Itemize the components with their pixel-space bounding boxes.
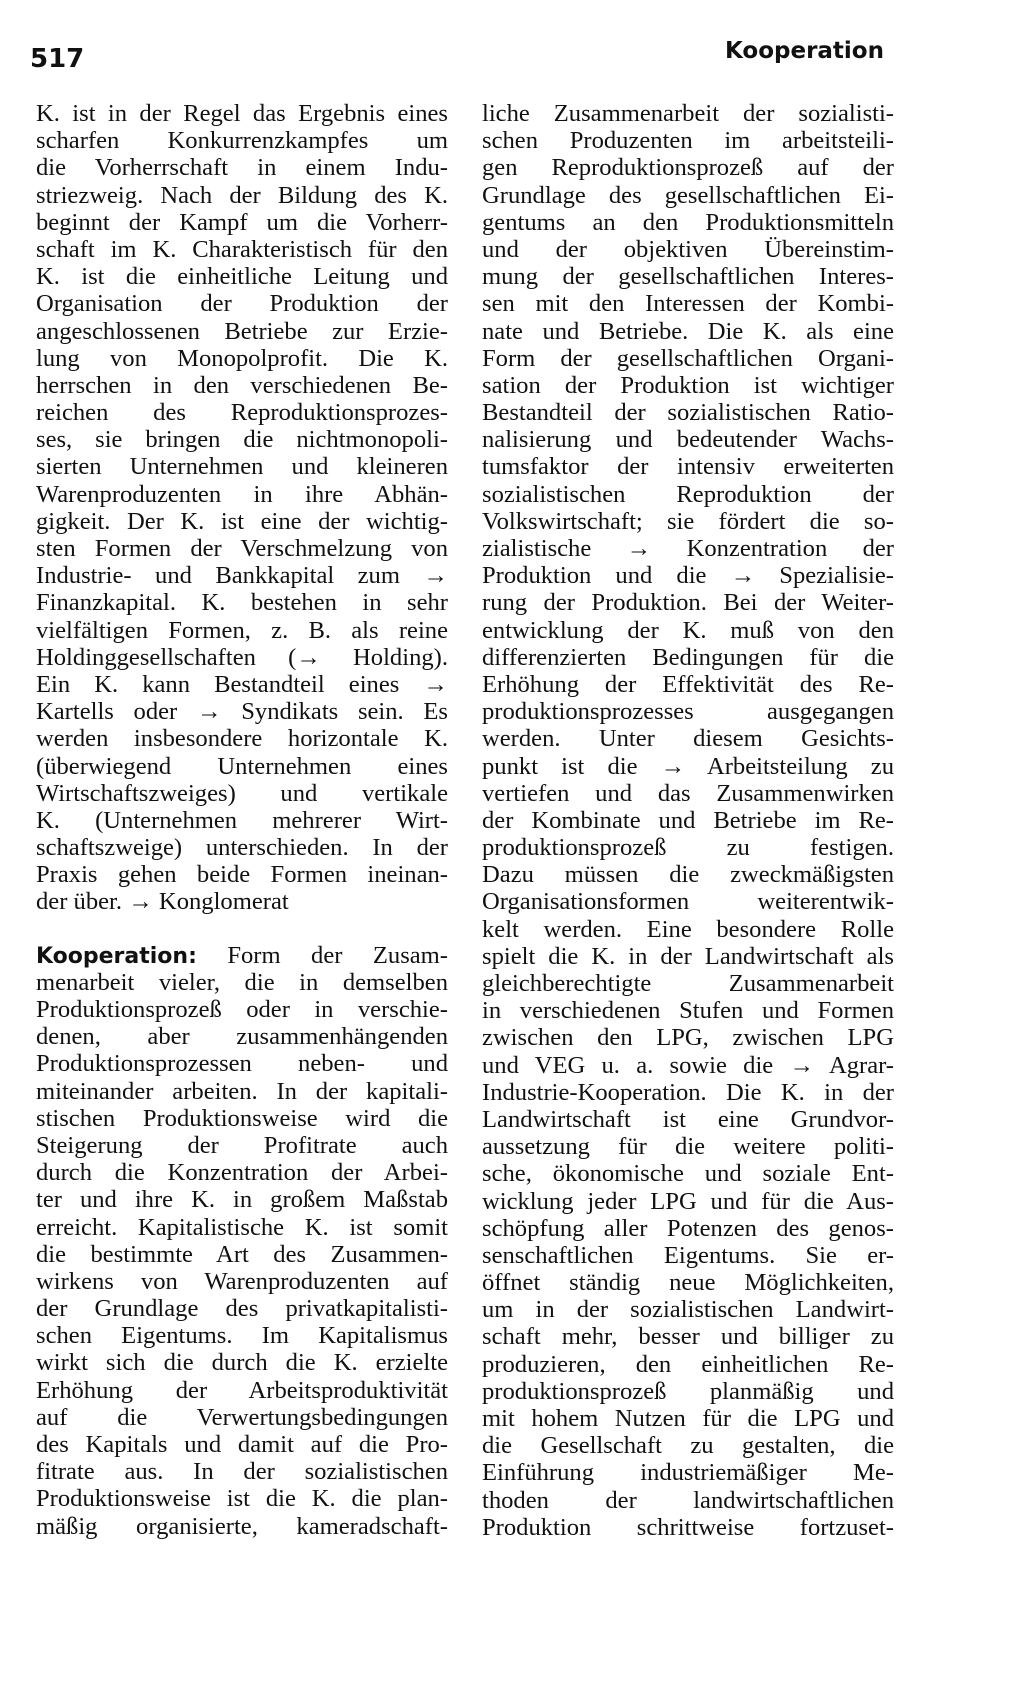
text-line: ter und ihre K. in großem Maßstab [36, 1186, 448, 1214]
text-line: produzieren, den einheitlichen Re- [482, 1350, 894, 1378]
text-line: scharfen Konkurrenzkampfes um [36, 127, 448, 155]
text-line: mäßig organisierte, kameradschaft- [36, 1512, 448, 1540]
text-line: schaft im K. Charakteristisch für den [36, 235, 448, 263]
text-line: gen Reproduktionsprozeß auf der [482, 154, 894, 182]
text-line: um in der sozialistischen Landwirt- [482, 1296, 894, 1324]
text-line: spielt die K. in der Landwirtschaft als [482, 942, 894, 970]
text-line: miteinander arbeiten. In der kapitali- [36, 1077, 448, 1105]
text-line: sozialistischen Reproduktion der [482, 480, 894, 508]
text-line: produktionsprozeß zu festigen. [482, 834, 894, 862]
text-line: der Kombinate und Betriebe im Re- [482, 806, 894, 834]
text-line: Volkswirtschaft; sie fördert die so- [482, 507, 894, 535]
text-line: liche Zusammenarbeit der sozialisti- [482, 100, 894, 127]
text-line: Organisationsformen weiterentwik- [482, 888, 894, 916]
text-line: ses, sie bringen die nichtmonopoli- [36, 426, 448, 454]
text-line: mit hohem Nutzen für die LPG und [482, 1405, 894, 1432]
text-line: tumsfaktor der intensiv erweiterten [482, 453, 894, 481]
text-line: auf die Verwertungsbedingungen [36, 1403, 448, 1431]
text-line: striezweig. Nach der Bildung des K. [36, 181, 448, 209]
text-line: Steigerung der Profitrate auch [36, 1131, 448, 1159]
text-line: vertiefen und das Zusammenwirken [482, 779, 894, 807]
text-line: Dazu müssen die zweckmäßigsten [482, 861, 894, 889]
left-column [36, 100, 448, 1540]
left-paragraph-continuation [36, 100, 448, 916]
text-line: schaftszweige) unterschieden. In der [36, 834, 448, 862]
text-line: (überwiegend Unternehmen eines [36, 752, 448, 780]
text-line: denen, aber zusammenhängenden [36, 1023, 448, 1051]
text-line: gigkeit. Der K. ist eine der wichtig- [36, 507, 448, 535]
text-line: Form der gesellschaftlichen Organi- [482, 344, 894, 372]
text-line: Kartells oder → Syndikats sein. Es [36, 698, 448, 726]
text-line: schaft mehr, besser und billiger zu [482, 1323, 894, 1351]
text-line: Produktion und die → Spezialisie- [482, 562, 894, 590]
text-line: schöpfung aller Potenzen des genos- [482, 1214, 894, 1242]
text-line: Bestandteil der sozialistischen Ratio- [482, 399, 894, 427]
text-line: Organisation der Produktion der [36, 290, 448, 318]
text-line: Finanzkapital. K. bestehen in sehr [36, 589, 448, 617]
text-line: Ein K. kann Bestandteil eines → [36, 670, 448, 698]
text-line: kelt werden. Eine besondere Rolle [482, 915, 894, 943]
text-line: wicklung jeder LPG und für die Aus- [482, 1187, 894, 1215]
text-line: Industrie- und Bankkapital zum → [36, 562, 448, 590]
text-line: entwicklung der K. muß von den [482, 616, 894, 644]
right-column [482, 100, 894, 1541]
text-line: in verschiedenen Stufen und Formen [482, 997, 894, 1025]
right-paragraph [482, 100, 894, 1541]
text-line: schen Produzenten im arbeitsteili- [482, 127, 894, 155]
text-line: K. (Unternehmen mehrerer Wirt- [36, 806, 448, 834]
text-line: sche, ökonomische und soziale Ent- [482, 1160, 894, 1188]
text-line: erreicht. Kapitalistische K. ist somit [36, 1213, 448, 1241]
text-line: zwischen den LPG, zwischen LPG [482, 1024, 894, 1052]
entry-first-line: Form der Zusam- [227, 941, 448, 969]
text-line: sen mit den Interessen der Kombi- [482, 290, 894, 318]
text-line: Holdinggesellschaften (→ Holding). [36, 643, 448, 671]
text-line: Produktionsprozeß oder in verschie- [36, 996, 448, 1023]
text-line: angeschlossenen Betriebe zur Erzie- [36, 317, 448, 345]
text-line: rung der Produktion. Bei der Weiter- [482, 589, 894, 617]
text-line: die bestimmte Art des Zusammen- [36, 1240, 448, 1268]
text-line: des Kapitals und damit auf die Pro- [36, 1431, 448, 1458]
text-line: schen Eigentums. Im Kapitalismus [36, 1322, 448, 1350]
text-line: beginnt der Kampf um die Vorherr- [36, 208, 448, 236]
text-line: Einführung industriemäßiger Me- [482, 1459, 894, 1487]
text-line: nalisierung und bedeutender Wachs- [482, 426, 894, 454]
text-line: menarbeit vieler, die in demselben [36, 968, 448, 996]
text-line: fitrate aus. In der sozialistischen [36, 1458, 448, 1486]
text-line: nate und Betriebe. Die K. als eine [482, 317, 894, 345]
text-line: Landwirtschaft ist eine Grundvor- [482, 1105, 894, 1133]
text-line: gleichberechtigte Zusammenarbeit [482, 970, 894, 997]
entry-keyword: Kooperation: [36, 943, 197, 969]
text-line: punkt ist die → Arbeitsteilung zu [482, 752, 894, 780]
text-line: Praxis gehen beide Formen ineinan- [36, 861, 448, 889]
left-paragraph-kooperation [36, 969, 448, 1540]
text-line: die Gesellschaft zu gestalten, die [482, 1432, 894, 1460]
text-line: Produktionsprozessen neben- und [36, 1050, 448, 1078]
text-line: der Grundlage des privatkapitalisti- [36, 1295, 448, 1323]
text-line: öffnet ständig neue Möglichkeiten, [482, 1269, 894, 1297]
page-number: 517 [30, 44, 85, 74]
text-line: K. ist in der Regel das Ergebnis eines [36, 100, 448, 127]
entry-spacer [36, 916, 448, 942]
text-line: die Vorherrschaft in einem Indu- [36, 154, 448, 182]
text-line: vielfältigen Formen, z. B. als reine [36, 616, 448, 644]
text-line: Erhöhung der Effektivität des Re- [482, 670, 894, 698]
text-line: wirkens von Warenproduzenten auf [36, 1267, 448, 1295]
text-line: Warenproduzenten in ihre Abhän- [36, 480, 448, 508]
text-line: reichen des Reproduktionsprozes- [36, 399, 448, 427]
text-line: wirkt sich die durch die K. erzielte [36, 1349, 448, 1377]
text-line: und der objektiven Übereinstim- [482, 235, 894, 263]
running-head: Kooperation [724, 38, 884, 64]
text-line: Industrie-Kooperation. Die K. in der [482, 1078, 894, 1106]
text-line: thoden der landwirtschaftlichen [482, 1486, 894, 1514]
text-line: Erhöhung der Arbeitsproduktivität [36, 1376, 448, 1404]
text-line: lung von Monopolprofit. Die K. [36, 344, 448, 372]
text-line: mung der gesellschaftlichen Interes- [482, 263, 894, 291]
text-line: Produktionsweise ist die K. die plan- [36, 1485, 448, 1513]
text-line: sierten Unternehmen und kleineren [36, 453, 448, 481]
entry-heading-line [36, 942, 448, 969]
text-line: werden insbesondere horizontale K. [36, 725, 448, 753]
text-line: Produktion schrittweise fortzuset- [482, 1513, 894, 1541]
text-line: zialistische → Konzentration der [482, 535, 894, 562]
text-line: der über. → Konglomerat [36, 888, 289, 916]
text-line: differenzierten Bedingungen für die [482, 643, 894, 671]
text-line: sation der Produktion ist wichtiger [482, 371, 894, 399]
text-line: durch die Konzentration der Arbei- [36, 1159, 448, 1187]
text-line: sten Formen der Verschmelzung von [36, 535, 448, 562]
text-line: und VEG u. a. sowie die → Agrar- [482, 1051, 894, 1079]
text-line: senschaftlichen Eigentums. Sie er- [482, 1241, 894, 1269]
text-line: Wirtschaftszweiges) und vertikale [36, 779, 448, 807]
text-line: stischen Produktionsweise wird die [36, 1104, 448, 1132]
text-line: produktionsprozeß planmäßig und [482, 1377, 894, 1405]
text-line: werden. Unter diesem Gesichts- [482, 725, 894, 753]
text-line: K. ist die einheitliche Leitung und [36, 263, 448, 291]
text-line: Grundlage des gesellschaftlichen Ei- [482, 181, 894, 209]
text-line: aussetzung für die weitere politi- [482, 1133, 894, 1161]
text-line: gentums an den Produktionsmitteln [482, 208, 894, 236]
text-line: herrschen in den verschiedenen Be- [36, 371, 448, 399]
text-line: produktionsprozesses ausgegangen [482, 698, 894, 726]
